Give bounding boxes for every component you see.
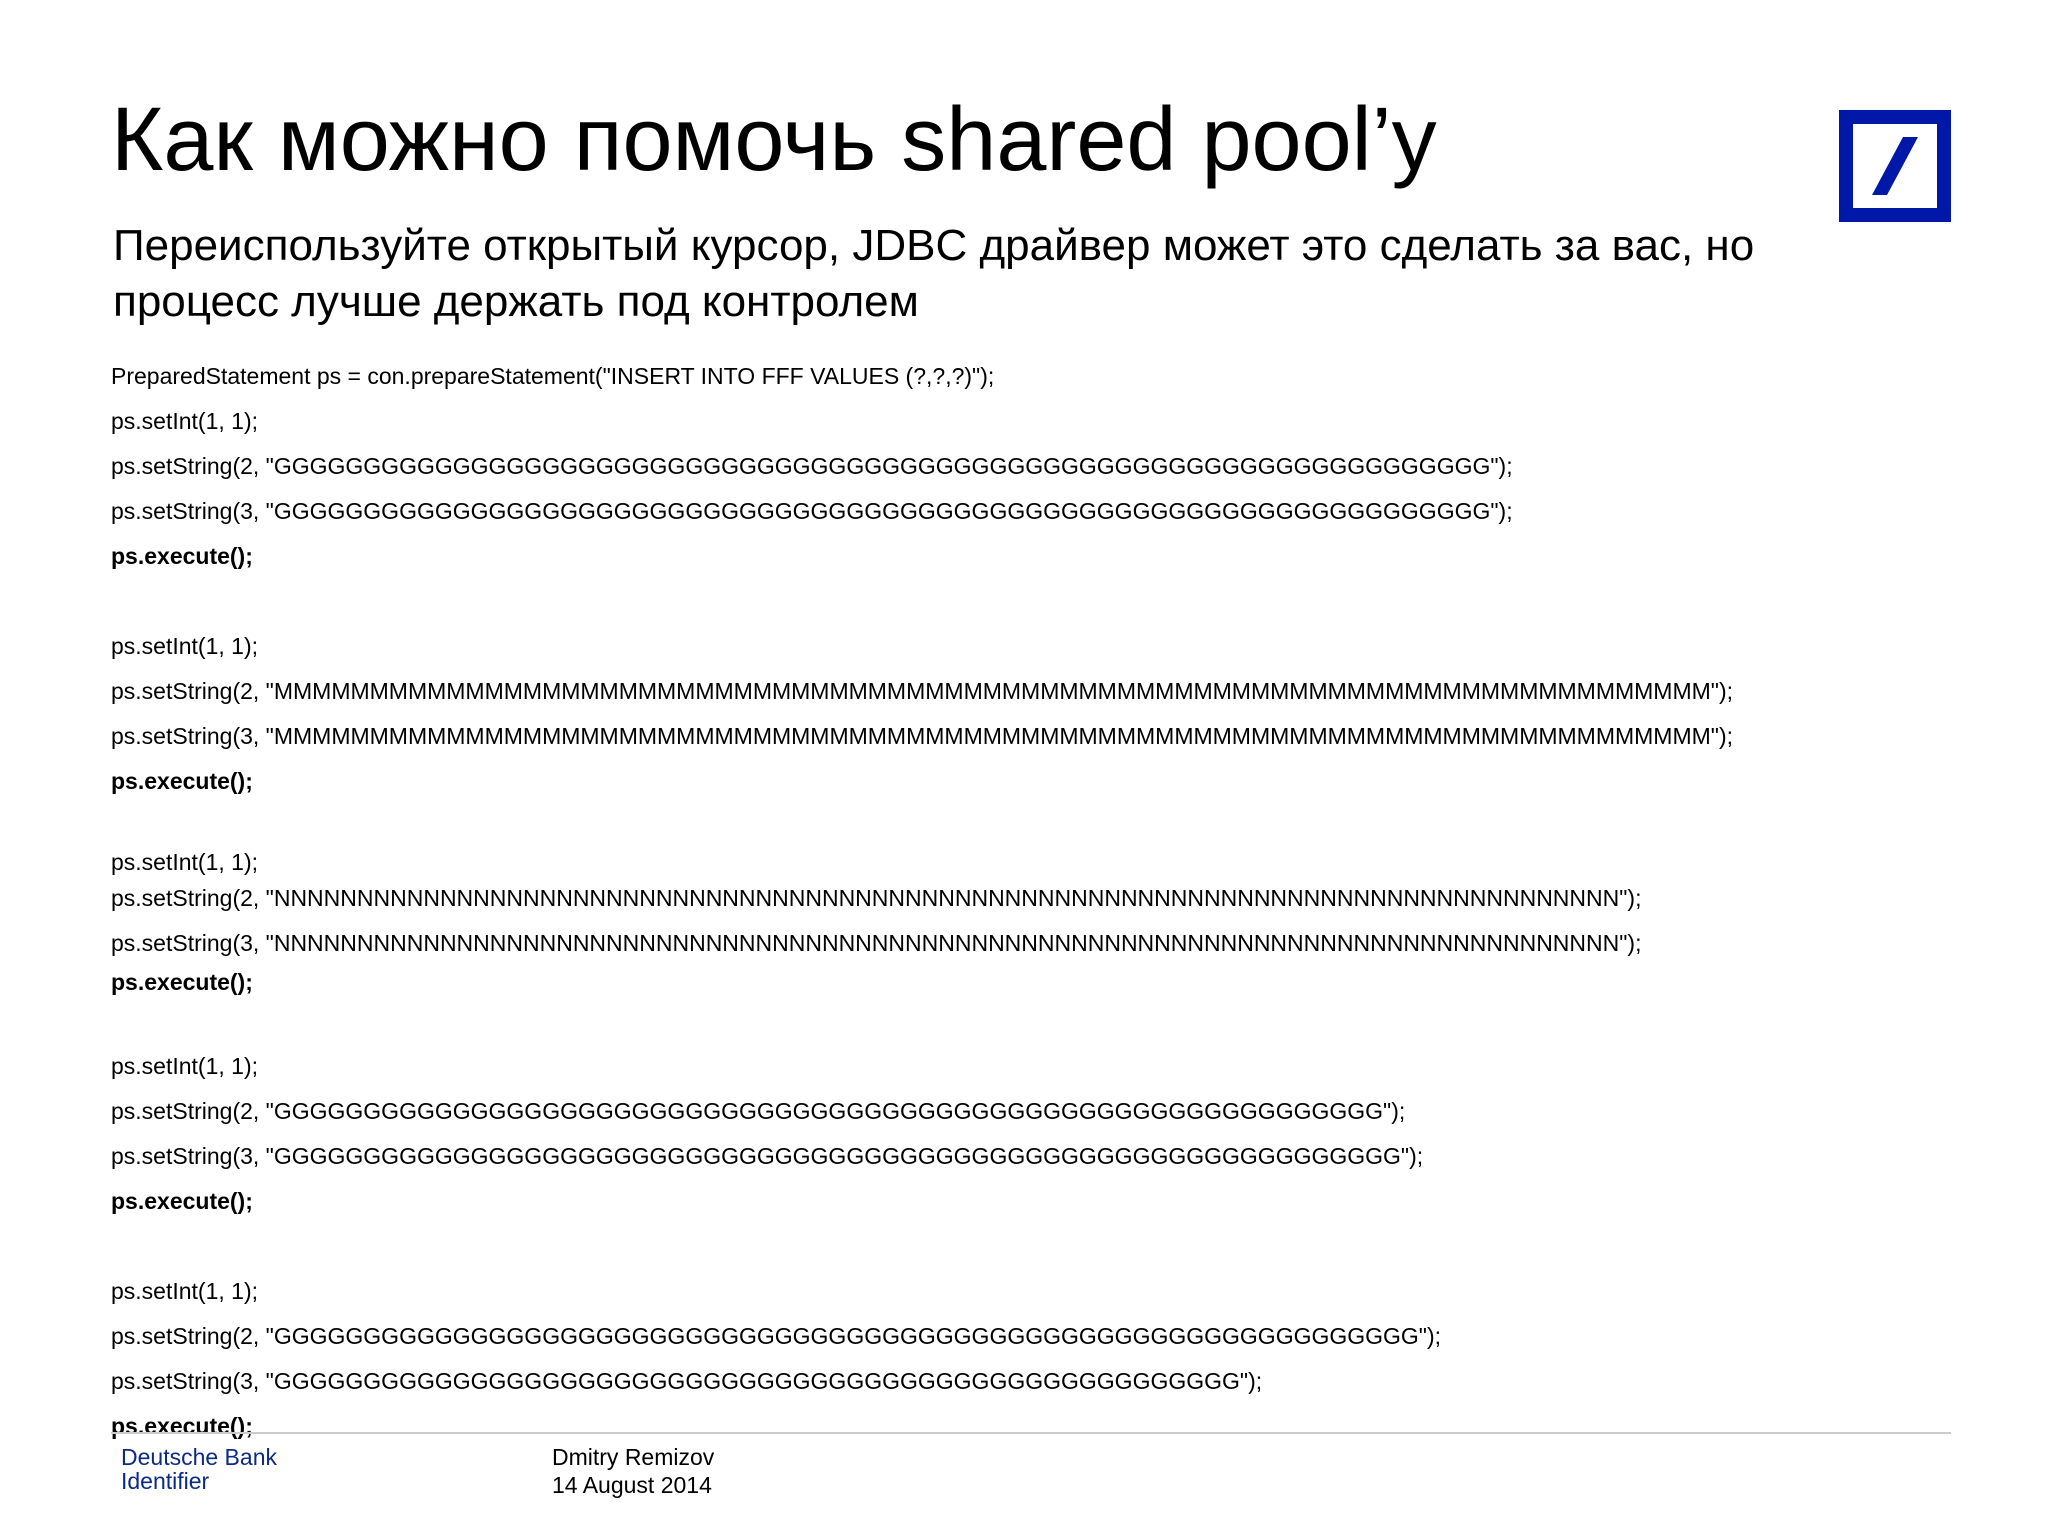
footer-author-name: Dmitry Remizov	[552, 1444, 715, 1470]
code-line: ps.setString(3, "GGGGGGGGGGGGGGGGGGGGGGGGGGGGGGGGGGGGGGGGGGGGGGGGGGGGGG");	[111, 1368, 1263, 1394]
code-line-execute: ps.execute();	[111, 1188, 253, 1214]
slide-title: Как можно помочь shared pool’y	[111, 90, 1437, 190]
code-line: ps.setInt(1, 1);	[111, 408, 259, 434]
code-line: ps.setInt(1, 1);	[111, 849, 259, 875]
code-line: ps.setInt(1, 1);	[111, 633, 259, 659]
footer-identifier: Identifier	[121, 1468, 210, 1494]
code-line-execute: ps.execute();	[111, 1413, 253, 1439]
code-line: ps.setInt(1, 1);	[111, 1053, 259, 1079]
code-line: ps.setString(3, "NNNNNNNNNNNNNNNNNNNNNNNNNNNNNNNNNNNNNNNNNNNNNNNNNNNNNNNNNNNNNNNNNNNNNNNNNNNNNNNNN");	[111, 930, 1642, 956]
footer-bank-name: Deutsche Bank	[121, 1444, 277, 1470]
code-line: ps.setString(3, "MMMMMMMMMMMMMMMMMMMMMMMMMMMMMMMMMMMMMMMMMMMMMMMMMMMMMMMMMMMMMMMMMMMMMMMMMMM");	[111, 723, 1733, 749]
code-line-execute: ps.execute();	[111, 543, 253, 569]
code-line: ps.setString(2, "GGGGGGGGGGGGGGGGGGGGGGGGGGGGGGGGGGGGGGGGGGGGGGGGGGGGGGGGGGGGGGGGGGGG");	[111, 453, 1513, 479]
footer-bank-identifier	[121, 1445, 277, 1493]
code-line: ps.setInt(1, 1);	[111, 1278, 259, 1304]
code-line: ps.setString(2, "MMMMMMMMMMMMMMMMMMMMMMMMMMMMMMMMMMMMMMMMMMMMMMMMMMMMMMMMMMMMMMMMMMMMMMMMMMM");	[111, 678, 1733, 704]
code-line: ps.setString(3, "GGGGGGGGGGGGGGGGGGGGGGGGGGGGGGGGGGGGGGGGGGGGGGGGGGGGGGGGGGGGGGGGGGGG");	[111, 498, 1513, 524]
code-line: ps.setString(3, "GGGGGGGGGGGGGGGGGGGGGGGGGGGGGGGGGGGGGGGGGGGGGGGGGGGGGGGGGGGGGGG");	[111, 1143, 1424, 1169]
code-line-prepare: PreparedStatement ps = con.prepareStatement("INSERT INTO FFF VALUES (?,?,?)");	[111, 363, 995, 389]
footer-author-block	[552, 1443, 714, 1499]
footer-divider	[111, 1432, 1951, 1434]
slide-subtitle: Переиспользуйте открытый курсор, JDBC драйвер может это сделать за вас, но процесс лучше держать под контролем	[113, 221, 1755, 326]
footer-date: 14 August 2014	[552, 1472, 712, 1498]
code-line: ps.setString(2, "NNNNNNNNNNNNNNNNNNNNNNNNNNNNNNNNNNNNNNNNNNNNNNNNNNNNNNNNNNNNNNNNNNNNNNNNNNNNNNNNN");	[111, 885, 1642, 911]
deutsche-bank-logo-icon	[1839, 110, 1951, 222]
code-line: ps.setString(2, "GGGGGGGGGGGGGGGGGGGGGGGGGGGGGGGGGGGGGGGGGGGGGGGGGGGGGGGGGGGGGGGG");	[111, 1323, 1442, 1349]
code-line: ps.setString(2, "GGGGGGGGGGGGGGGGGGGGGGGGGGGGGGGGGGGGGGGGGGGGGGGGGGGGGGGGGGGGGG");	[111, 1098, 1406, 1124]
code-line-execute: ps.execute();	[111, 969, 253, 995]
code-line-execute: ps.execute();	[111, 768, 253, 794]
